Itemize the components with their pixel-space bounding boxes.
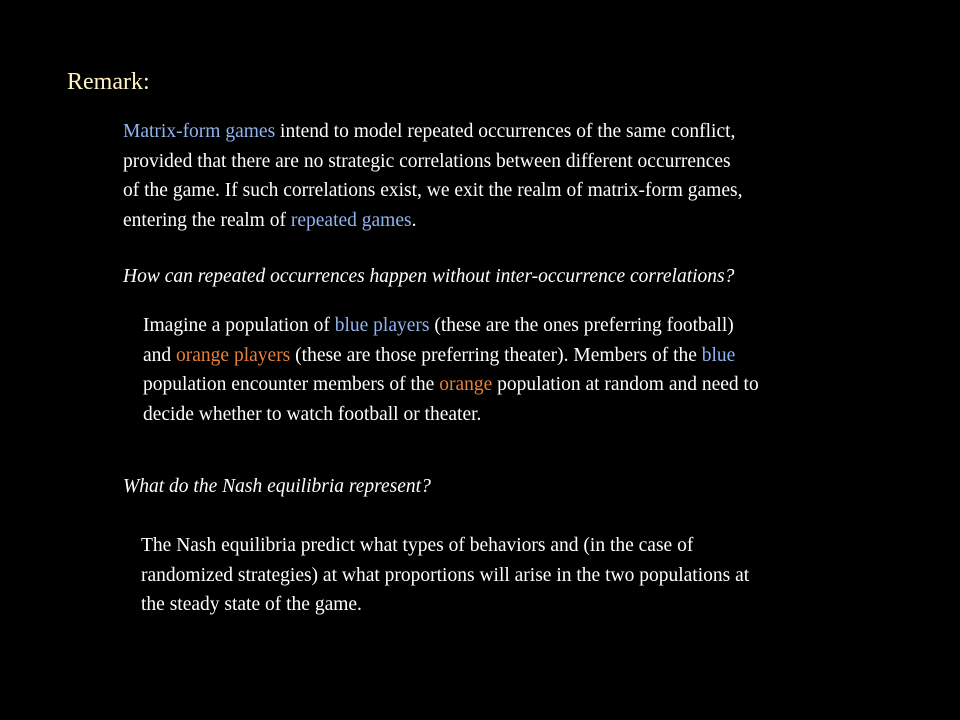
- text-segment: of the game. If such correlations exist, we exit the realm of matrix-form games,: [123, 180, 743, 201]
- text-segment: entering the realm of: [123, 209, 291, 231]
- text-line: The Nash equilibria predict what types of behaviors and (in the case of: [141, 535, 694, 556]
- term-orange: orange: [439, 374, 493, 395]
- text-line: [123, 117, 742, 147]
- text-segment: Imagine a population of: [143, 315, 335, 336]
- term-blue-players: blue players: [334, 315, 430, 336]
- paragraph-populations: [143, 311, 759, 429]
- text-segment: decide whether to watch football or theater.: [143, 403, 482, 425]
- question-nash-equilibria: What do the Nash equilibria represent?: [123, 476, 431, 497]
- term-orange-players: orange players: [176, 344, 291, 366]
- text-line: the steady state of the game.: [141, 594, 362, 615]
- text-line: [123, 176, 742, 206]
- paragraph-nash-prediction: [141, 531, 749, 620]
- text-segment: intend to model repeated occurrences of the same conflict,: [275, 121, 736, 142]
- text-segment: population encounter members of the: [143, 374, 440, 395]
- term-matrix-form-games: Matrix-form games: [123, 121, 276, 142]
- question-repeated-occurrences: How can repeated occurrences happen without inter-occurrence correlations?: [123, 266, 735, 287]
- text-line: [143, 341, 759, 371]
- text-segment: population at random and need to: [492, 374, 759, 395]
- text-segment: .: [411, 209, 417, 231]
- text-line: [123, 206, 742, 236]
- text-segment: and: [143, 344, 177, 366]
- text-segment: provided that there are no strategic correlations between different occurrences: [123, 150, 731, 172]
- text-segment: (these are those preferring theater). Members of the: [290, 344, 702, 366]
- text-line: [143, 370, 759, 400]
- text-line: [143, 311, 759, 341]
- text-line: [123, 147, 742, 177]
- text-segment: (these are the ones preferring football): [429, 315, 734, 336]
- term-blue: blue: [701, 344, 736, 366]
- paragraph-matrix-form-games: [123, 117, 742, 235]
- term-repeated-games: repeated games: [290, 209, 412, 231]
- text-line: [143, 400, 759, 430]
- slide-title: Remark:: [67, 69, 150, 95]
- text-line: randomized strategies) at what proportions will arise in the two populations at: [141, 564, 750, 586]
